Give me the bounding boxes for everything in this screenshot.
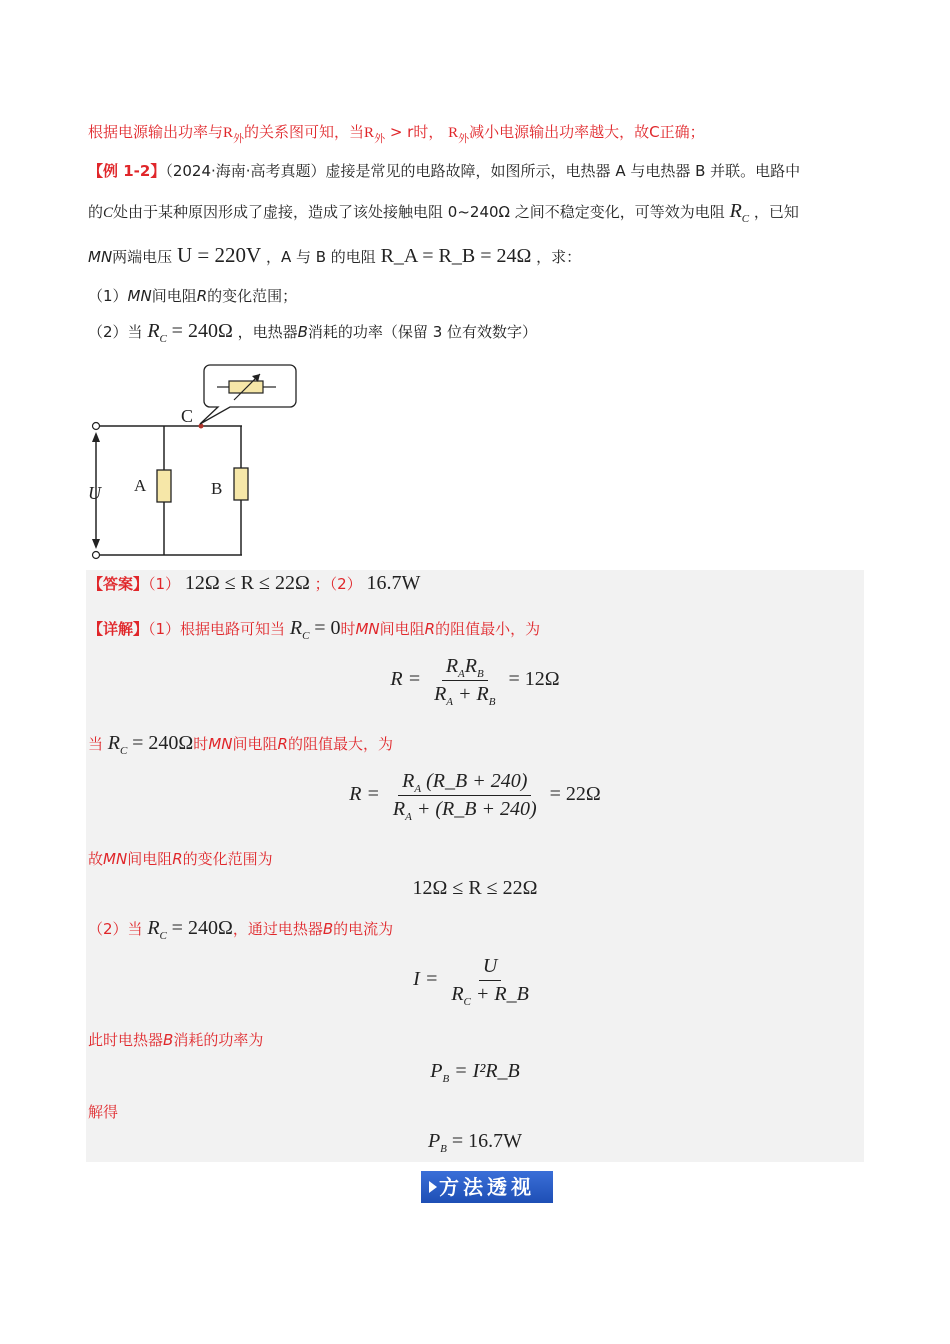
f4-num: U	[479, 955, 501, 981]
resist-value: R_A = R_B = 24Ω	[380, 245, 532, 267]
q1-r: R	[196, 287, 208, 305]
intro-line	[88, 121, 705, 145]
detail-p3c: 的变化范围为	[182, 850, 273, 868]
label-b: B	[211, 479, 223, 498]
formula-1	[86, 655, 864, 706]
detail-p2b: 时	[193, 735, 209, 753]
detail-tag: 【详解】	[88, 620, 149, 638]
formula-5	[86, 1060, 864, 1083]
intro-text-3: > r时，	[389, 123, 444, 141]
detail-p1a: （1）根据电路可知当	[148, 620, 286, 638]
rc-symbol: $R_C$	[729, 200, 750, 225]
answer-line	[88, 572, 420, 595]
example-line-2	[88, 200, 799, 223]
terminal-m	[93, 423, 100, 430]
q2-text-a: （2）当	[88, 323, 143, 341]
badge-arrow-icon	[429, 1181, 437, 1193]
detail-p4-rc: $R_C$	[147, 917, 167, 942]
voltage-arrow-up	[92, 432, 100, 442]
callout-bubble	[200, 365, 296, 424]
detail-line-5	[88, 1029, 263, 1050]
terminal-n	[93, 552, 100, 559]
q2-rc: $R_C$	[147, 320, 167, 345]
f2-den: $R_A$ + (R_B + 240)	[392, 798, 537, 823]
resistor-a	[157, 470, 171, 502]
variable-resistor-icon	[229, 381, 263, 393]
q1-mn: MN	[127, 287, 152, 305]
answer-p1: （1）	[148, 575, 181, 593]
detail-p2-eq: = 240Ω	[132, 732, 194, 754]
q2-eq: = 240Ω	[171, 320, 233, 342]
f1-num: $R_AR_B$	[442, 655, 488, 681]
q1-text-b: 间电阻	[151, 287, 197, 305]
detail-line-4	[88, 917, 393, 940]
intro-text-4: 减小电源输出功率越大，故C正确；	[469, 123, 705, 141]
example-source: （2024·海南·高考真题）	[165, 162, 326, 180]
f2-num: $R_A$ (R_B + 240)	[398, 770, 531, 796]
q2-text-b: ，电热器	[237, 323, 298, 341]
f4-lhs: I =	[413, 968, 439, 991]
q1-text-c: 的变化范围；	[207, 287, 298, 305]
point-c-dot	[199, 424, 204, 429]
detail-p2c: 间电阻	[232, 735, 278, 753]
resistor-b	[234, 468, 248, 500]
f6-pb: $P_B$	[427, 1130, 447, 1155]
formula-3: 12Ω ≤ R ≤ 22Ω	[412, 877, 538, 899]
q1-num: （1）	[88, 287, 128, 305]
detail-p5-b: B	[163, 1031, 174, 1049]
detail-p4a: （2）当	[88, 920, 143, 938]
answer-range: 12Ω ≤ R ≤ 22Ω	[184, 572, 310, 594]
detail-p1b: 时	[340, 620, 356, 638]
q2-text-c: 消耗的功率（保留 3 位有效数字）	[307, 323, 538, 341]
f1-lhs: R =	[390, 668, 422, 691]
label-a: A	[134, 476, 147, 495]
example-text-2c: ，已知	[753, 203, 799, 221]
f1-den: $R_A + R_B$	[434, 683, 496, 708]
f6-rhs: = 16.7W	[451, 1130, 523, 1152]
detail-p5a: 此时电热器	[88, 1031, 164, 1049]
f2-lhs: R =	[349, 783, 380, 806]
detail-line-3	[88, 848, 273, 869]
label-u: U	[88, 483, 101, 503]
r-ext-symbol: $R_外$	[223, 125, 245, 145]
point-c: C	[103, 205, 114, 221]
question-2	[88, 320, 537, 343]
example-text-3c: ，A 与 B 的电阻	[265, 248, 376, 266]
f5-rhs: = I²R_B	[454, 1060, 520, 1082]
f2-fraction	[389, 770, 541, 821]
formula-2	[86, 770, 864, 821]
formula-6	[86, 1130, 864, 1153]
circuit-diagram	[84, 360, 304, 565]
voltage-value: U = 220V	[176, 243, 262, 267]
detail-p4-eq: = 240Ω	[171, 917, 233, 939]
example-text-2a: 的	[88, 203, 104, 221]
question-1	[88, 285, 297, 306]
detail-p5b: 消耗的功率为	[173, 1031, 264, 1049]
voltage-arrow-down	[92, 539, 100, 549]
f1-fraction	[430, 655, 499, 706]
detail-p4b: ，通过电热器	[232, 920, 323, 938]
detail-p3b: 间电阻	[127, 850, 173, 868]
intro-text-1: 根据电源输出功率与	[88, 123, 224, 141]
detail-p1-mn: MN	[355, 620, 380, 638]
f4-fraction	[447, 955, 533, 1006]
detail-p3-r: R	[172, 850, 183, 868]
f1-rhs: = 12Ω	[508, 668, 560, 691]
example-line-3	[88, 243, 581, 268]
detail-p2-mn: MN	[208, 735, 233, 753]
label-c: C	[181, 406, 194, 426]
detail-p1c: 间电阻	[379, 620, 425, 638]
detail-p2-rc: $R_C$	[107, 732, 128, 757]
detail-p2-r: R	[277, 735, 288, 753]
r-ext-symbol-2: $R_外$	[364, 125, 386, 145]
detail-p2a: 当	[88, 735, 104, 753]
section-badge-label: 方法透视	[439, 1175, 535, 1199]
f5-pb: $P_B$	[430, 1060, 450, 1085]
answer-tag: 【答案】	[88, 575, 149, 593]
q2-b: B	[297, 323, 308, 341]
detail-p3-mn: MN	[103, 850, 128, 868]
detail-line-2	[88, 732, 393, 755]
detail-line-1	[88, 617, 540, 640]
formula-4	[86, 955, 864, 1006]
example-tag: 【例 1-2】	[88, 162, 166, 180]
intro-text-2: 的关系图可知，当	[244, 123, 365, 141]
detail-p2d: 的阻值最大，为	[287, 735, 393, 753]
example-line-1	[88, 160, 800, 181]
answer-power: 16.7W	[366, 572, 421, 594]
detail-p1-rc: $R_C$	[289, 617, 310, 642]
detail-p1-eq: = 0	[314, 617, 341, 639]
answer-sep: ；（2）	[314, 575, 362, 593]
r-ext-symbol-3: $R_外$	[448, 125, 470, 145]
example-text-1: 虚接是常见的电路故障，如图所示，电热器 A 与电热器 B 并联。电路中	[325, 162, 801, 180]
mn-label: MN	[88, 248, 113, 266]
detail-p4c: 的电流为	[333, 920, 394, 938]
detail-p4-b: B	[322, 920, 334, 938]
example-text-2b: 处由于某种原因形成了虚接，造成了该处接触电阻 0~240Ω 之间不稳定变化，可等效为电阻	[113, 203, 725, 221]
f4-den: $R_C$ + R_B	[451, 983, 529, 1008]
detail-line-6: 解得	[88, 1103, 119, 1121]
section-badge	[421, 1171, 553, 1203]
detail-p1-r: R	[424, 620, 436, 638]
f2-rhs: = 22Ω	[549, 783, 601, 806]
detail-p3a: 故	[88, 850, 104, 868]
detail-p1d: 的阻值最小，为	[435, 620, 541, 638]
example-text-3d: ，求：	[536, 248, 582, 266]
example-text-3b: 两端电压	[112, 248, 173, 266]
